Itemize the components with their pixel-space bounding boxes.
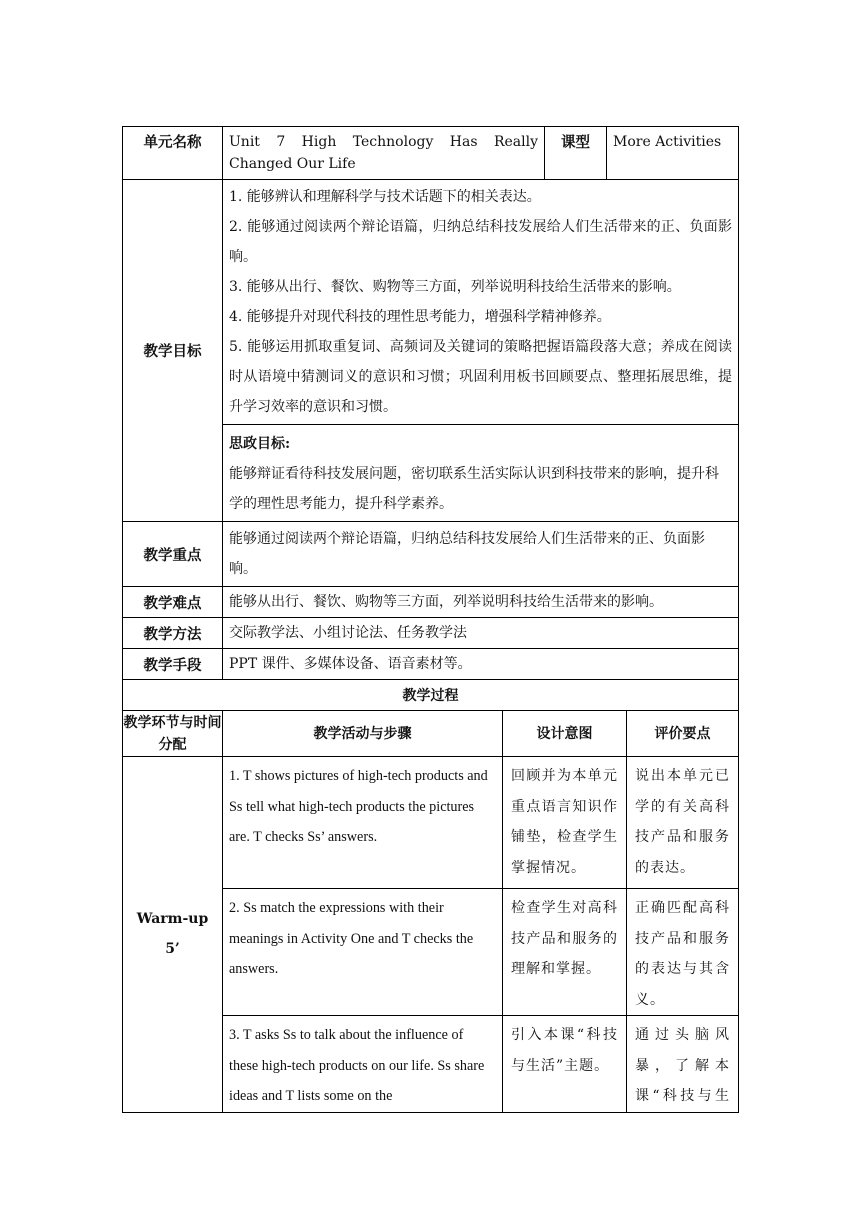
objective-item: 2. 能够通过阅读两个辩论语篇，归纳总结科技发展给人们生活带来的正、负面影响。 bbox=[229, 219, 732, 265]
difficulties-text: 能够从出行、餐饮、购物等三方面，列举说明科技给生活带来的影响。 bbox=[223, 587, 739, 618]
ideology-title: 思政目标: bbox=[229, 436, 291, 452]
col-evaluation-header: 评价要点 bbox=[627, 711, 739, 757]
stage-name: Warm-up bbox=[136, 911, 209, 928]
process-table bbox=[122, 680, 739, 1113]
ideology-text: 能够辩证看待科技发展问题，密切联系生活实际认识到科技带来的影响，提升科学的理性思考能力，提升科学素养。 bbox=[229, 466, 719, 512]
col-activity-header: 教学活动与步骤 bbox=[223, 711, 503, 757]
difficulties-label: 教学难点 bbox=[123, 587, 223, 618]
stage-time: 5’ bbox=[165, 941, 180, 958]
activity-cell: 1. T shows pictures of high-tech products and Ss tell what high-tech products the pictures are. T checks Ss’ answers. bbox=[223, 757, 503, 889]
key-points-label: 教学重点 bbox=[123, 522, 223, 587]
intent-cell: 引入本课“科技与生活”主题。 bbox=[503, 1016, 627, 1113]
objectives-list bbox=[223, 180, 739, 425]
process-title: 教学过程 bbox=[123, 680, 739, 711]
methods-label: 教学方法 bbox=[123, 618, 223, 649]
objective-item: 4. 能够提升对现代科技的理性思考能力，增强科学精神修养。 bbox=[229, 309, 611, 325]
evaluation-cell: 正确匹配高科技产品和服务的表达与其含义。 bbox=[627, 889, 739, 1016]
stage-cell bbox=[123, 757, 223, 1113]
objectives-label: 教学目标 bbox=[123, 180, 223, 522]
ideology-objective bbox=[223, 425, 739, 522]
methods-text: 交际教学法、小组讨论法、任务教学法 bbox=[223, 618, 739, 649]
unit-name-value: Unit 7 High Technology Has Really Changed Our Life bbox=[223, 127, 545, 180]
intent-cell: 检查学生对高科技产品和服务的理解和掌握。 bbox=[503, 889, 627, 1016]
col-stage-header: 教学环节与时间分配 bbox=[123, 711, 223, 757]
objective-item: 5. 能够运用抓取重复词、高频词及关键词的策略把握语篇段落大意；养成在阅读时从语境中猜测词义的意识和习惯；巩固利用板书回顾要点、整理拓展思维，提升学习效率的意识和习惯。 bbox=[229, 339, 732, 415]
intent-cell: 回顾并为本单元重点语言知识作铺垫，检查学生掌握情况。 bbox=[503, 757, 627, 889]
activity-cell: 2. Ss match the expressions with their meanings in Activity One and T checks the answers. bbox=[223, 889, 503, 1016]
activity-cell: 3. T asks Ss to talk about the influence of these high-tech products on our life. Ss share ideas and T lists some on the bbox=[223, 1016, 503, 1113]
lesson-type-value: More Activities bbox=[607, 127, 739, 180]
unit-name-label: 单元名称 bbox=[123, 127, 223, 180]
evaluation-cell: 通过头脑风暴，了解本课“科技与生 bbox=[627, 1016, 739, 1113]
key-points-text: 能够通过阅读两个辩论语篇，归纳总结科技发展给人们生活带来的正、负面影响。 bbox=[223, 522, 739, 587]
objective-item: 1. 能够辨认和理解科学与技术话题下的相关表达。 bbox=[229, 189, 541, 205]
table-row bbox=[123, 757, 739, 889]
lesson-plan-page bbox=[122, 126, 738, 1113]
lesson-type-label: 课型 bbox=[545, 127, 607, 180]
objective-item: 3. 能够从出行、餐饮、购物等三方面，列举说明科技给生活带来的影响。 bbox=[229, 279, 681, 295]
means-label: 教学手段 bbox=[123, 649, 223, 680]
means-text: PPT 课件、多媒体设备、语音素材等。 bbox=[223, 649, 739, 680]
col-intent-header: 设计意图 bbox=[503, 711, 627, 757]
evaluation-cell: 说出本单元已学的有关高科技产品和服务的表达。 bbox=[627, 757, 739, 889]
lesson-info-table bbox=[122, 126, 739, 680]
